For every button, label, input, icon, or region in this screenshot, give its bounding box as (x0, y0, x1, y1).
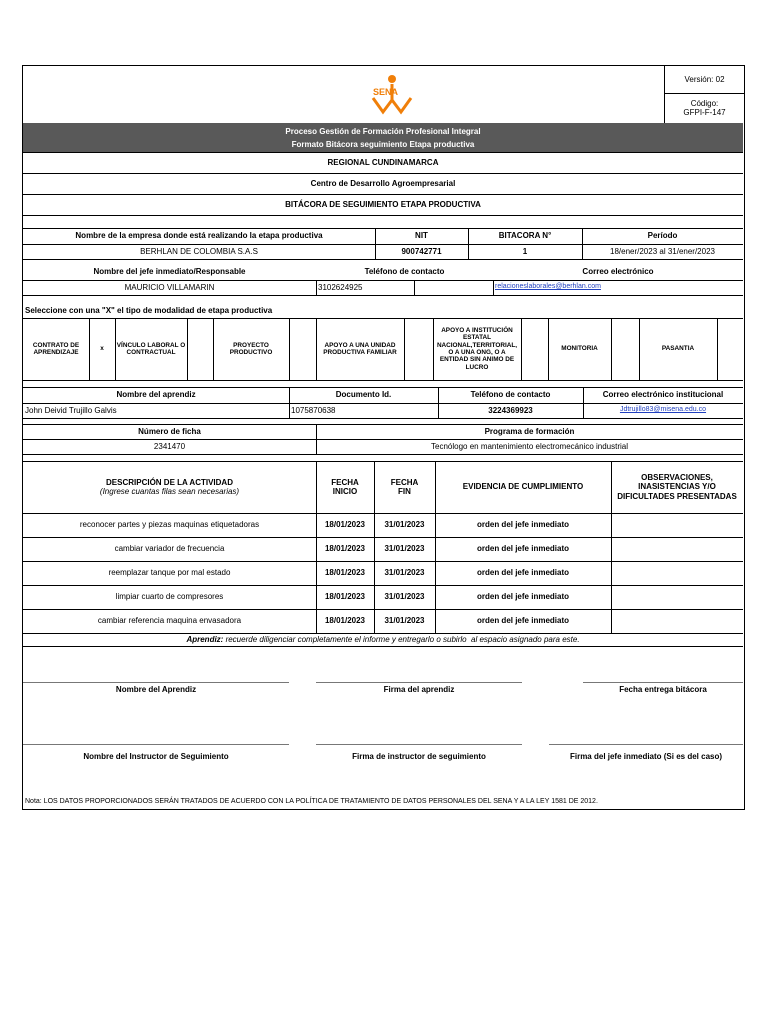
modalidad-monitoria: MONITORIA (561, 345, 598, 353)
band-line1: Proceso Gestión de Formación Profesional Integral (285, 126, 481, 136)
periodo-header: Período (647, 231, 678, 241)
actividad-header-title: DESCRIPCIÓN DE LA ACTIVIDAD (106, 477, 233, 487)
modalidad-unidad-mark[interactable] (404, 318, 433, 380)
observaciones-header (611, 461, 743, 513)
svg-text:SENA: SENA (373, 87, 399, 97)
header-band (23, 123, 743, 153)
aprendiz-correo-link[interactable]: Jdtrujillo83@misena.edu.co (619, 406, 707, 414)
sena-logo-icon (367, 74, 417, 116)
table-row-3-fin: 31/01/2023 (384, 568, 425, 578)
programa-header: Programa de formación (484, 426, 575, 436)
modalidad-vinculo-mark[interactable] (187, 318, 213, 380)
table-row-5-observaciones (611, 609, 743, 633)
observaciones-header-2: INASISTENCIAS Y/O (638, 482, 716, 492)
aprendiz-telefono-header: Teléfono de contacto (470, 390, 551, 400)
ficha-header: Número de ficha (138, 426, 201, 436)
bitacora-value: 1 (522, 246, 528, 256)
table-row-5-fin: 31/01/2023 (384, 616, 425, 626)
table-row-3-inicio: 18/01/2023 (324, 568, 366, 578)
aprendiz-correo-header: Correo electrónico institucional (602, 390, 724, 400)
sena-logo (367, 74, 417, 116)
modalidad-proyecto-mark[interactable] (289, 318, 316, 380)
jefe-telefono: 3102624925 (318, 282, 363, 292)
periodo-value: 18/ener/2023 al 31/ener/2023 (610, 246, 715, 256)
table-row-2-inicio: 18/01/2023 (324, 544, 366, 554)
table-row-3-descripcion: reemplazar tanque por mal estado (108, 568, 231, 578)
empresa-nombre: BERHLAN DE COLOMBIA S.A.S (140, 246, 258, 256)
ficha-numero: 2341470 (153, 441, 186, 451)
actividad-header (23, 461, 316, 513)
doc-title: BITÁCORA DE SEGUIMIENTO ETAPA PRODUCTIVA (285, 199, 481, 209)
table-row-1-observaciones (611, 513, 743, 537)
nit-header: NIT (415, 231, 428, 241)
recordatorio-label: Aprendiz: (186, 634, 224, 644)
table-row-2-descripcion: cambiar variador de frecuencia (114, 544, 225, 554)
modalidad-contrato: CONTRATO DE APRENDIZAJE (32, 341, 80, 356)
table-row-3-observaciones (611, 561, 743, 585)
table-row-4-evidencia: orden del jefe inmediato (476, 592, 569, 602)
table-row-4-descripcion: limpiar cuarto de compresores (115, 592, 224, 602)
programa-value: Tecnólogo en mantenimiento electromecánico industrial (431, 441, 628, 451)
band-line2: Formato Bitácora seguimiento Etapa productiva (291, 139, 475, 149)
modalidad-pasantia: PASANTIA (661, 345, 695, 353)
fecha-inicio-header-1: FECHA (331, 477, 359, 487)
jefe-telefono-header: Teléfono de contacto (364, 267, 445, 277)
table-row-2-evidencia: orden del jefe inmediato (476, 544, 569, 554)
actividades-rows (23, 513, 743, 633)
firma-aprendiz-label: Firma del aprendiz (383, 684, 455, 694)
firma-linea-instructor (316, 744, 522, 745)
regional: REGIONAL CUNDINAMARCA (327, 158, 439, 168)
aprendiz-documento: 1075870638 (291, 405, 336, 415)
observaciones-header-3: DIFICULTADES PRESENTADAS (617, 491, 737, 501)
fecha-inicio-header (316, 461, 374, 513)
table-row-1-inicio: 18/01/2023 (324, 520, 366, 530)
table-row-2-fin: 31/01/2023 (384, 544, 425, 554)
centro: Centro de Desarrollo Agroempresarial (310, 178, 456, 188)
bitacora-form (22, 65, 745, 810)
fecha-fin-header (374, 461, 435, 513)
modalidad-monitoria-mark[interactable] (611, 318, 639, 380)
table-row-5-descripcion: cambiar referencia maquina envasadora (97, 616, 242, 626)
table-row-4-observaciones (611, 585, 743, 609)
jefe-nombre-header: Nombre del jefe inmediato/Responsable (93, 267, 246, 277)
evidencia-header: EVIDENCIA DE CUMPLIMIENTO (462, 482, 584, 492)
nombre-aprendiz-label: Nombre del Aprendiz (115, 684, 197, 694)
bitacora-header: BITACORA N° (498, 231, 552, 241)
modalidad-pasantia-mark[interactable] (717, 318, 743, 380)
recordatorio (23, 633, 743, 646)
table-row-3-evidencia: orden del jefe inmediato (476, 568, 569, 578)
fecha-fin-header-2: FIN (398, 487, 411, 496)
codigo-value: GFPI-F-147 (683, 108, 726, 117)
fecha-entrega-label: Fecha entrega bitácora (619, 684, 707, 694)
recordatorio-text: recuerde diligenciar completamente el informe y entregarlo o subirlo al espacio asignado para este. (223, 634, 580, 644)
modalidad-institucion: APOYO A INSTITUCIÓN ESTATAL NACIONAL,TERRITORIAL, O A UNA ONG, O A ENTIDAD SIN ANIMO DE LUCRO (436, 326, 518, 371)
modalidad-contrato-mark[interactable]: x (100, 345, 104, 353)
modalidad-institucion-mark[interactable] (521, 318, 548, 380)
jefe-correo-link[interactable]: relacioneslaborales@berhlan.com (495, 283, 601, 291)
table-row-5-evidencia: orden del jefe inmediato (476, 616, 569, 626)
firma-linea-jefe (549, 744, 743, 745)
table-row-1-fin: 31/01/2023 (384, 520, 425, 530)
actividad-header-sub: (Ingrese cuantas filas sean necesarias) (99, 487, 240, 496)
table-row-4-fin: 31/01/2023 (384, 592, 425, 602)
nombre-instructor-label: Nombre del Instructor de Seguimiento (83, 751, 229, 761)
table-row-4-inicio: 18/01/2023 (324, 592, 366, 602)
aprendiz-telefono: 3224369923 (488, 405, 533, 415)
aprendiz-nombre: John Deivid Trujillo Galvis (25, 405, 117, 415)
nota-legal: Nota: LOS DATOS PROPORCIONADOS SERÁN TRATADOS DE ACUERDO CON LA POLÍTICA DE TRATAMIENTO DE DATOS PERSONALES DEL SENA Y A LA LEY 1581 DE 2012. (25, 798, 598, 806)
firma-linea-instructor-nombre (23, 744, 289, 745)
aprendiz-nombre-header: Nombre del aprendiz (116, 390, 196, 400)
empresa-nombre-header: Nombre de la empresa donde está realizando la etapa productiva (75, 231, 323, 241)
version-label: Versión: 02 (684, 74, 725, 84)
table-row-1-evidencia: orden del jefe inmediato (476, 520, 569, 530)
modalidad-unidad: APOYO A UNA UNIDAD PRODUCTIVA FAMILIAR (323, 341, 397, 356)
table-row-5-inicio: 18/01/2023 (324, 616, 366, 626)
fecha-inicio-header-2: INICIO (332, 487, 358, 496)
nit-value: 900742771 (401, 246, 442, 256)
jefe-correo-header: Correo electrónico (582, 267, 654, 277)
codigo (664, 93, 745, 123)
table-row-1-descripcion: reconocer partes y piezas maquinas etiquetadoras (79, 520, 260, 530)
modalidad-vinculo: VÍNCULO LABORAL O CONTRACTUAL (116, 341, 186, 356)
observaciones-header-1: OBSERVACIONES, (641, 473, 713, 483)
jefe-nombre: MAURICIO VILLAMARIN (124, 282, 215, 292)
firma-jefe-label: Firma del jefe inmediato (Si es del caso) (569, 751, 723, 761)
aprendiz-documento-header: Documento Id. (335, 390, 392, 400)
modalidad-proyecto: PROYECTO PRODUCTIVO (229, 341, 273, 356)
fecha-fin-header-1: FECHA (390, 477, 419, 487)
firma-instructor-label: Firma de instructor de seguimiento (352, 751, 486, 761)
codigo-label: Código: (690, 98, 719, 108)
modalidad-instruction: Seleccione con una "X" el tipo de modalidad de etapa productiva (25, 306, 273, 316)
table-row-2-observaciones (611, 537, 743, 561)
